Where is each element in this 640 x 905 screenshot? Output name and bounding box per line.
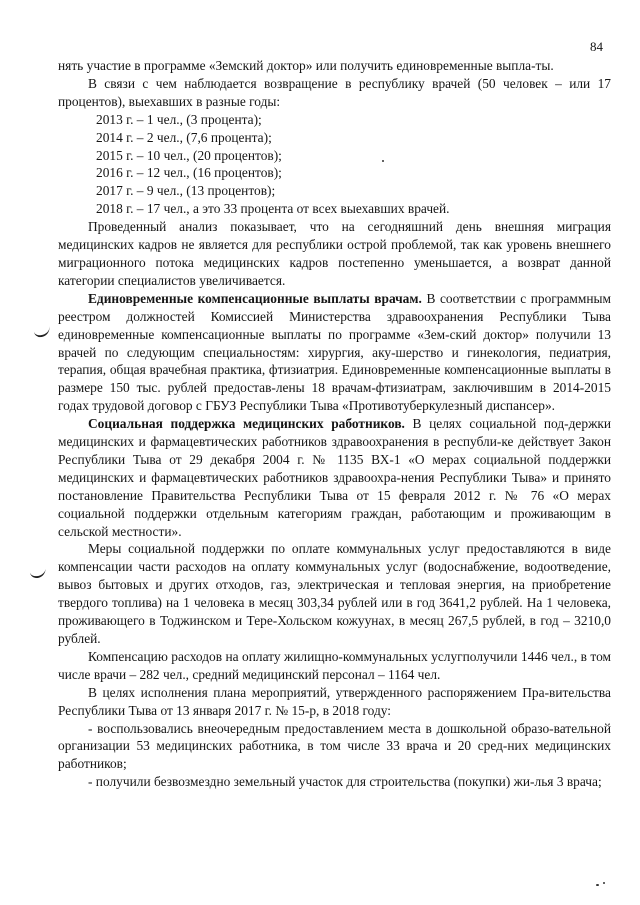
paragraph-return: В связи с чем наблюдается возвращение в республику врачей (50 человек – или 17 процентов), выехавших в разные годы: <box>58 75 611 109</box>
page-body <box>58 57 611 791</box>
year-list-item: 2015 г. – 10 чел., (20 процентов); <box>96 147 282 163</box>
paragraph-plan: В целях исполнения плана мероприятий, утвержденного распоряжением Пра-вительства Республики Тыва от 13 января 2017 г. № 15-р, в 2018 году: <box>58 684 611 718</box>
margin-pen-mark <box>30 567 47 579</box>
year-list-item: 2018 г. – 17 чел., а это 33 процента от всех выехавших врачей. <box>96 201 450 217</box>
margin-pen-mark <box>33 326 50 338</box>
section-heading-compensation: Единовременные компенсационные выплаты врачам. <box>88 290 422 306</box>
paragraph-housing: Компенсацию расходов на оплату жилищно-коммунальных услугполучили 1446 чел., в том числе врачи – 282 чел., средний медицинский персонал – 1164 чел. <box>58 648 611 682</box>
paragraph-continuation: нять участие в программе «Земский доктор» или получить единовременные выпла-ты. <box>58 58 554 73</box>
paragraph-analysis: Проведенный анализ показывает, что на сегодняшний день внешняя миграция медицинских кадров не является для республики острой проблемой, так как уровень внешнего миграционного потока медицинских кадров постепенно уменьшается, а возврат данной категории специалистов увеличивается. <box>58 219 611 288</box>
paragraph-social-support <box>58 415 611 540</box>
measure-item: - воспользовались внеочередным предоставлением места в дошкольной образо-вательной организации 53 медицинских работника, в том числе 33 врача и 20 сред-них медицинских работников; <box>58 720 611 772</box>
section-heading-social-support: Социальная поддержка медицинских работников. <box>88 416 405 432</box>
year-list-item: 2014 г. – 2 чел., (7,6 процента); <box>96 129 272 145</box>
compensation-text: В соответствии с программным реестром должностей Комиссией Министерства здравоохранения Республики Тыва единовременные компенсационные выплаты по программе «Зем-ский доктор» получили 13 врачей по следующим специальностям: хирургия, аку-шерство и гинекология, педиатрия, терапия, общая врачебная практика, фтизиатрия. Единовременные компенсационные выплаты в размере 150 тыс. рублей предостав-лены 18 врачам-фтизиатрам, заключившим в 2014-2015 годах трудовой договор с ГБУЗ Республики Тыва «Противотуберкулезный диспансер». <box>58 290 612 414</box>
measure-item: - получили безвозмездно земельный участок для строительства (покупки) жи-лья 3 врача; <box>88 774 602 790</box>
year-list-item: 2013 г. – 1 чел., (3 процента); <box>96 111 262 127</box>
year-list-item: 2017 г. – 9 чел., (13 процентов); <box>96 183 276 199</box>
scan-speck <box>603 882 605 884</box>
scan-speck <box>596 884 599 886</box>
year-list-item: 2016 г. – 12 чел., (16 процентов); <box>96 165 282 181</box>
paragraph-compensation <box>58 290 611 415</box>
paragraph-utilities: Меры социальной поддержки по оплате коммунальных услуг предоставляются в виде компенсации части расходов на оплату коммунальных услуг (водоснабжение, водоотведение, вывоз бытовых и других отходов, газ, электрическая и тепловая энергия, на приобретение твердого топлива) на 1 человека в месяц 303,34 рублей или в год 3641,2 рублей. На 1 человека, проживающего в Тоджинском и Тере-Хольском кожуунах, в месяц 267,5 рублей, в год – 3210,0 рублей. <box>58 541 611 646</box>
page-number: 84 <box>590 39 603 54</box>
social-support-text: В целях социальной под-держки медицинских и фармацевтических работников здравоохранения в республи-ке действует Закон Республики Тыва от 29 декабря 2004 г. № 1135 ВХ-1 «О мерах социальной поддержки медицинских и фармацевтических работников здравоохра-нения Республики Тыва» и принято постановление Правительства Республики Тыва от 15 февраля 2012 г. № 76 «О мерах социальной поддержки отдельным категориям граждан, работающим и проживающим в сельской местности». <box>58 416 611 539</box>
